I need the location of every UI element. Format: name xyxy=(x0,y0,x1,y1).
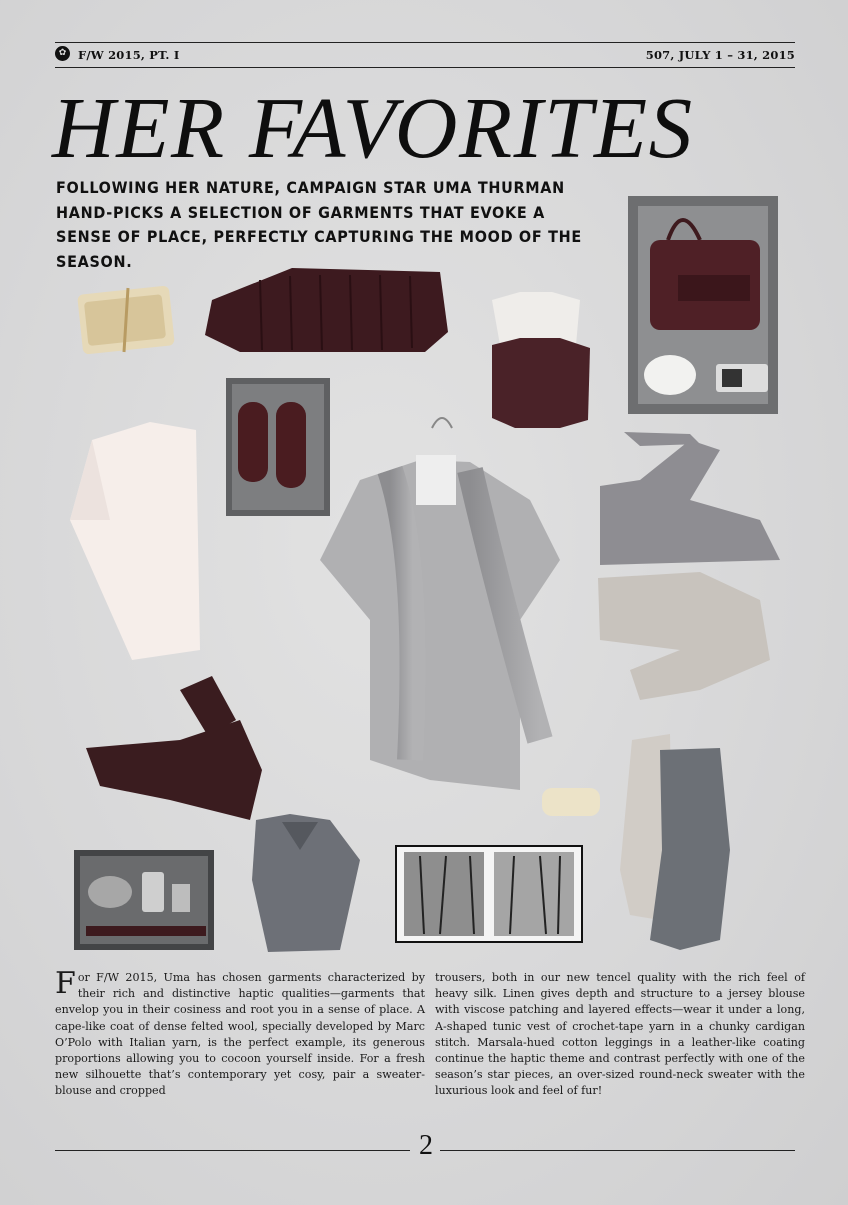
taupe-trousers xyxy=(600,432,780,565)
grey-cropped-trousers xyxy=(620,734,730,950)
shoes-display-box xyxy=(226,378,330,516)
accessories-display-box xyxy=(74,850,214,950)
white-fluffy-sweater xyxy=(70,422,200,660)
body-text-left: or F/W 2015, Uma has chosen garments characterized by their rich and distinctive haptic qualities—garments that envelop you in their cosiness and root you in a sense of place. A cape-like coat of dense felted wool, specially developed by Marc O’Polo with Italian yarn, is the perfect example, its generous proportions allowing you to cocoon yourself inside. For a fresh new silhouette that’s contemporary yet cosy, pair a sweater-blouse and cropped xyxy=(55,971,425,1098)
body-text-right: trousers, both in our new tencel quality with the rich feel of heavy silk. Linen gives depth and structure to a jersey blouse with viscose patching and layered effects—wear it under a long, A-shaped tunic vest of crochet-tape yarn in a chunky cardigan stitch. Marsala-hued cotton leggings in a leather-like coating continue the haptic theme and contrast perfectly with one of the season’s star pieces, an over-sized round-neck sweater with the luxurious look and feel of fur! xyxy=(435,971,805,1098)
issue-date-label: 507, JULY 1 – 31, 2015 xyxy=(645,48,795,62)
footer-rule-right xyxy=(440,1150,795,1151)
page-number: 2 xyxy=(419,1130,433,1161)
open-photo-book xyxy=(396,846,582,942)
layered-tops xyxy=(492,292,590,428)
brand-logo-icon: ✿ xyxy=(55,46,70,61)
grey-v-neck-sweater xyxy=(252,814,360,952)
footer-rule-left xyxy=(55,1150,410,1151)
bag-display-box xyxy=(628,196,778,414)
rolled-bundle xyxy=(542,788,600,816)
grey-cape-coat xyxy=(320,418,560,790)
body-column-right xyxy=(435,970,805,1100)
drop-cap: F xyxy=(55,966,76,1001)
marsala-knit-sweater xyxy=(205,268,448,352)
body-column-left xyxy=(55,966,425,1100)
beige-trousers xyxy=(598,572,770,700)
marsala-leggings xyxy=(86,676,262,820)
letter-bundle xyxy=(77,285,175,354)
page-subtitle: FOLLOWING HER NATURE, CAMPAIGN STAR UMA THURMAN HAND-PICKS A SELECTION OF GARMENTS THAT EVOKE A SENSE OF PLACE, PERFECTLY CAPTURING THE MOOD OF THE SEASON. xyxy=(56,178,582,271)
issue-season-label: F/W 2015, PT. I xyxy=(78,48,180,62)
page-title: HER FAVORITES xyxy=(52,79,694,176)
